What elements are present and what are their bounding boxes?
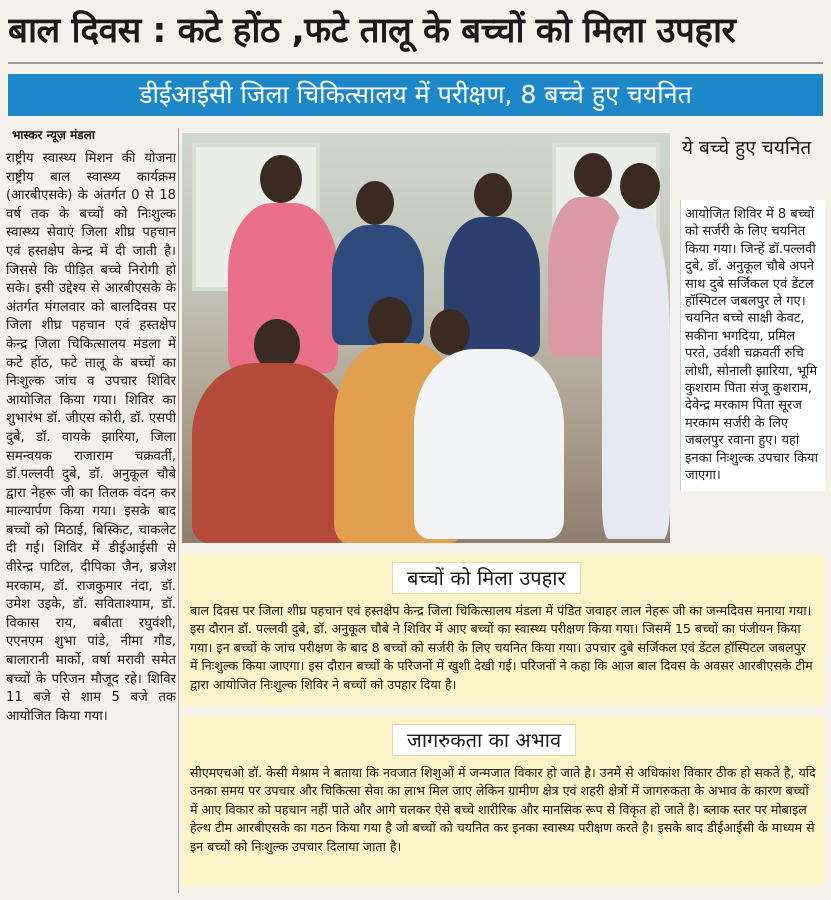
gift-box-heading: बच्चों को मिला उपहार [392,562,581,594]
photo-person-head [356,181,394,225]
subheadline-banner: डीईआईसी जिला चिकित्सालय में परीक्षण, 8 बच्चे हुए चयनित [8,74,823,116]
gift-box-text: बाल दिवस पर जिला शीघ्र पहचान एवं हस्तक्षेप केन्द्र जिला चिकित्सालय मंडला में पंडित जवाहर लाल नेहरू जी का जन्मदिवस मनाया गया। इस दौरान डॉ. पल्लवी दुबे, डॉ. अनुकूल चौबे ने शिविर में आए बच्चों का स्वास्थ्य परीक्षण किया गया। जिसमें 15 बच्चों का पंजीयन किया गया। इन बच्चों के जांच परीक्षण के बाद 8 बच्चों को सर्जरी के लिए चयनित किया गया। उपचार दुबे सर्जिकल एवं डेंटल हॉस्पिटल जबलपुर में निःशुल्क किया जाएगा। इस दौरान बच्चों के परिजनों में खुशी देखी गई। परिजनों ने कहा कि आज बाल दिवस के अवसर आरबीएसके टीम द्वारा आयोजित निःशुल्क शिविर ने बच्चों को उपहार दिया है। [190,603,813,692]
news-photo [182,133,670,543]
awareness-box [182,716,824,886]
byline: भास्कर न्यूज़ मंडला [12,128,95,142]
headline-rule [8,62,823,64]
headline: बाल दिवस : कटे होंठ ,फटे तालू के बच्चों को मिला उपहार [8,11,736,51]
main-article-text: राष्ट्रीय स्वास्थ्य मिशन की योजना राष्ट्रीय बाल स्वास्थ्य कार्यक्रम (आरबीएसके) के अंतर्गत 0 से 18 वर्ष तक के बच्चों को निःशुल्क स्वास्थ्य सेवाएं जिला शीघ्र पहचान एवं हस्तक्षेप केन्द्र में दी जाती है। जिससे कि पीड़ित बच्चे निरोगी हो सके। इसी उद्देश्य से आरबीएसके के अंतर्गत मंगलवार को बालदिवस पर जिला शीघ्र पहचान एवं हस्तक्षेप केन्द्र जिला चिकित्सालय मंडला में कटे होंठ, फटे तालू के बच्चों का निःशुल्क जांच व उपचार शिविर आयोजित किया गया। शिविर का शुभारंभ डॉ. जीएस कोरी, डॉ. एसपी दुबे, डॉ. वायके झारिया, जिला समन्वयक राजाराम चक्रवर्ती, डॉ.पल्लवी दुबे, डॉ. अनुकूल चौबे द्वारा नेहरू जी का तिलक वंदन कर माल्यार्पण किया गया। इसके बाद बच्चों को मिठाई, बिस्किट, चाकलेट दी गई। शिविर में डीईआईसी से वीरेन्द्र पाटिल, दीपिका जैन, ब्रजेश मरकाम, डॉ. राजकुमार नंदा, डॉ. उमेश उइके, डॉ. सविताश्याम, डॉ. विकास राय, बबीता रघुवंशी, एएनएम शुभा पांडे, नीमा गौड, बालारानी मार्को, वर्षा मरावी समेत बच्चों के परिजन मौजूद रहे। शिविर 11 बजे से शाम 5 बजे तक आयोजित किया गया। [6,151,176,724]
photo-person-head [620,163,660,209]
selected-children-text: आयोजित शिविर में 8 बच्चों को सर्जरी के लिए चयनित किया गया। जिन्हें डॉ.पल्लवी दुबे, डॉ. अनुकूल चौबे अपने साथ दुबे सर्जिकल एवं डेंटल हॉस्पिटल जबलपुर ले गए। चयनित बच्चे साक्षी केवट, सकीना भगदिया, प्रमिल परते, उर्वशी चक्रवर्ती रुचि लोधी, सोनाली झारिया, भूमि कुशराम पिता संजू कुशराम, देवेन्द्र मरकाम पिता सूरज मरकाम सर्जरी के लिए जबलपुर रवाना हुए। यहां इनका निःशुल्क उपचार किया जाएगा। [680,200,825,491]
photo-person-doctor [414,349,564,539]
column-divider [178,128,179,893]
photo-person-head [260,155,302,203]
selected-children-title: ये बच्चे हुए चयनित [682,137,812,159]
awareness-box-heading: जागरुकता का अभाव [392,724,576,756]
photo-person-white-shirt [602,209,670,539]
photo-person-head [430,309,470,355]
photo-person-red-dress [192,363,352,543]
awareness-box-text: सीएमएचओ डॉ. केसी मेश्राम ने बताया कि नवजात शिशुओं में जन्मजात विकार हो जाते है। उनमें से अधिकांश विकार ठीक हो सकते है, यदि उनका समय पर उपचार और चिकित्सा सेवा का लाभ मिल जाए लेकिन ग्रामीण क्षेत्र एवं शहरी क्षेत्रों में जागरुकता के अभाव के कारण बच्चों में आए विकार को पहचान नहीं पाते और आगे चलकर ऐसे बच्चे शारीरिक और मानसिक रूप से विकृत हो जाते है। ब्लाक स्तर पर मोबाइल हेल्थ टीम आरबीएसके का गठन किया गया है जो बच्चों को चयनित कर इनका स्वास्थ्य परीक्षण करते है। इसके बाद डीईआईसी के माध्यम से इन बच्चों को निःशुल्क उपचार दिलाया जाता है। [190,765,816,854]
gift-box [182,554,824,706]
photo-person-head [368,297,412,347]
photo-person-head [574,153,612,197]
photo-person-head [474,173,512,217]
